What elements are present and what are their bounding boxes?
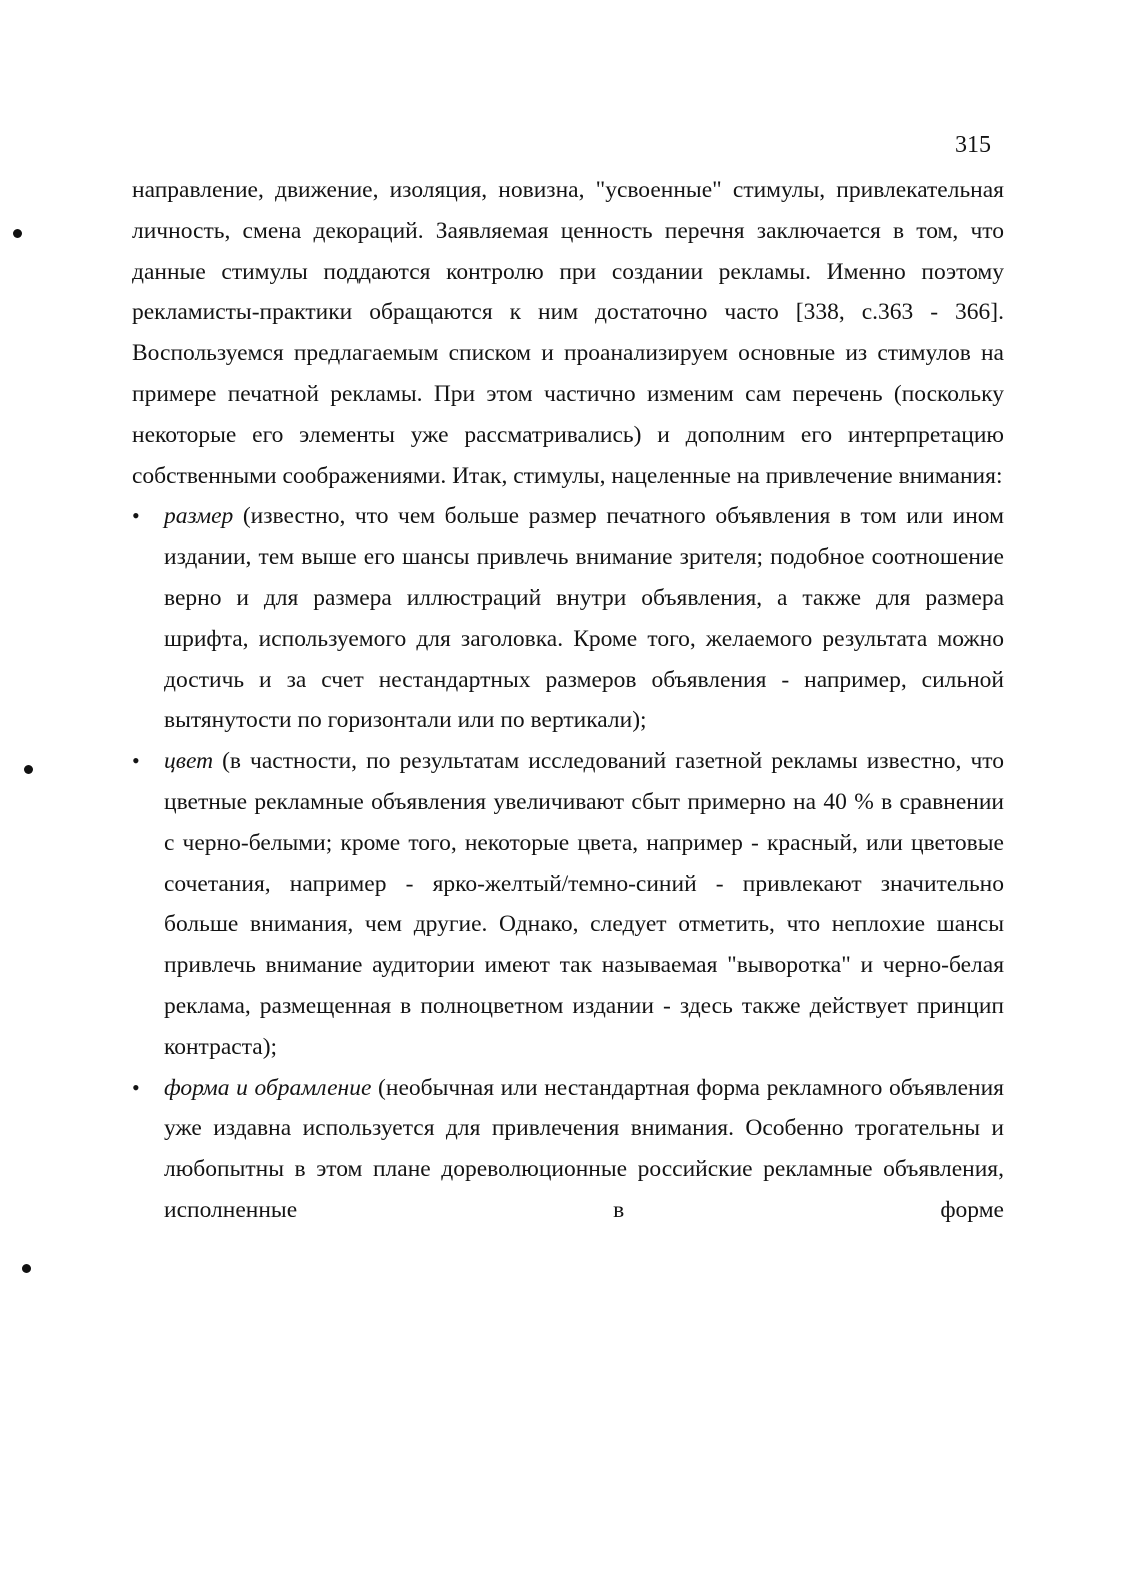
list-item	[132, 496, 1004, 741]
bullet-term: форма и обрамление	[164, 1074, 372, 1101]
list-item	[132, 741, 1004, 1067]
punch-hole-mark	[24, 765, 33, 774]
punch-hole-mark	[13, 229, 22, 238]
bullet-text: (необычная или нестандартная форма рекламного объявления уже издавна используется для привлечения внимания. Особенно трогательны и любопытны в этом плане дореволюционные российские рекламные объявления, исполненные в форме	[164, 1074, 1004, 1223]
stimuli-list	[132, 496, 1004, 1230]
punch-hole-mark	[22, 1264, 31, 1273]
body-text	[132, 170, 1004, 1231]
bullet-dot-icon: •	[132, 503, 140, 529]
bullet-text: (известно, что чем больше размер печатного объявления в том или ином издании, тем выше его шансы привлечь внимание зрителя; подобное соотношение верно и для размера иллюстраций внутри объявления, а также для размера шрифта, используемого для заголовка. Кроме того, желаемого результата можно достичь и за счет нестандартных размеров объявления - например, сильной вытянутости по горизонтали или по вертикали);	[164, 503, 1004, 734]
bullet-dot-icon: •	[132, 748, 140, 774]
intro-paragraph: направление, движение, изоляция, новизна, "усвоенные" стимулы, привлекательная личность, смена декораций. Заявляемая ценность перечня заключается в том, что данные стимулы поддаются контролю при создании рекламы. Именно поэтому рекламисты-практики обращаются к ним достаточно часто [338, с.363 - 366]. Воспользуемся предлагаемым списком и проанализируем основные из стимулов на примере печатной рекламы. При этом частично изменим сам перечень (поскольку некоторые его элементы уже рассматривались) и дополним его интерпретацию собственными соображениями. Итак, стимулы, нацеленные на привлечение внимания:	[132, 177, 1004, 489]
list-item	[132, 1068, 1004, 1231]
bullet-term: размер	[164, 503, 234, 530]
bullet-dot-icon: •	[132, 1074, 140, 1100]
page-number: 315	[955, 132, 991, 158]
bullet-text: (в частности, по результатам исследований газетной рекламы известно, что цветные рекламные объявления увеличивают сбыт примерно на 40 % в сравнении с черно-белыми; кроме того, некоторые цвета, например - красный, или цветовые сочетания, например - ярко-желтый/темно-синий - привлекают значительно больше внимания, чем другие. Однако, следует отметить, что неплохие шансы привлечь внимание аудитории имеют так называемая "выворотка" и черно-белая реклама, размещенная в полноцветном издании - здесь также действует принцип контраста);	[164, 748, 1004, 1060]
bullet-term: цвет	[164, 748, 214, 775]
